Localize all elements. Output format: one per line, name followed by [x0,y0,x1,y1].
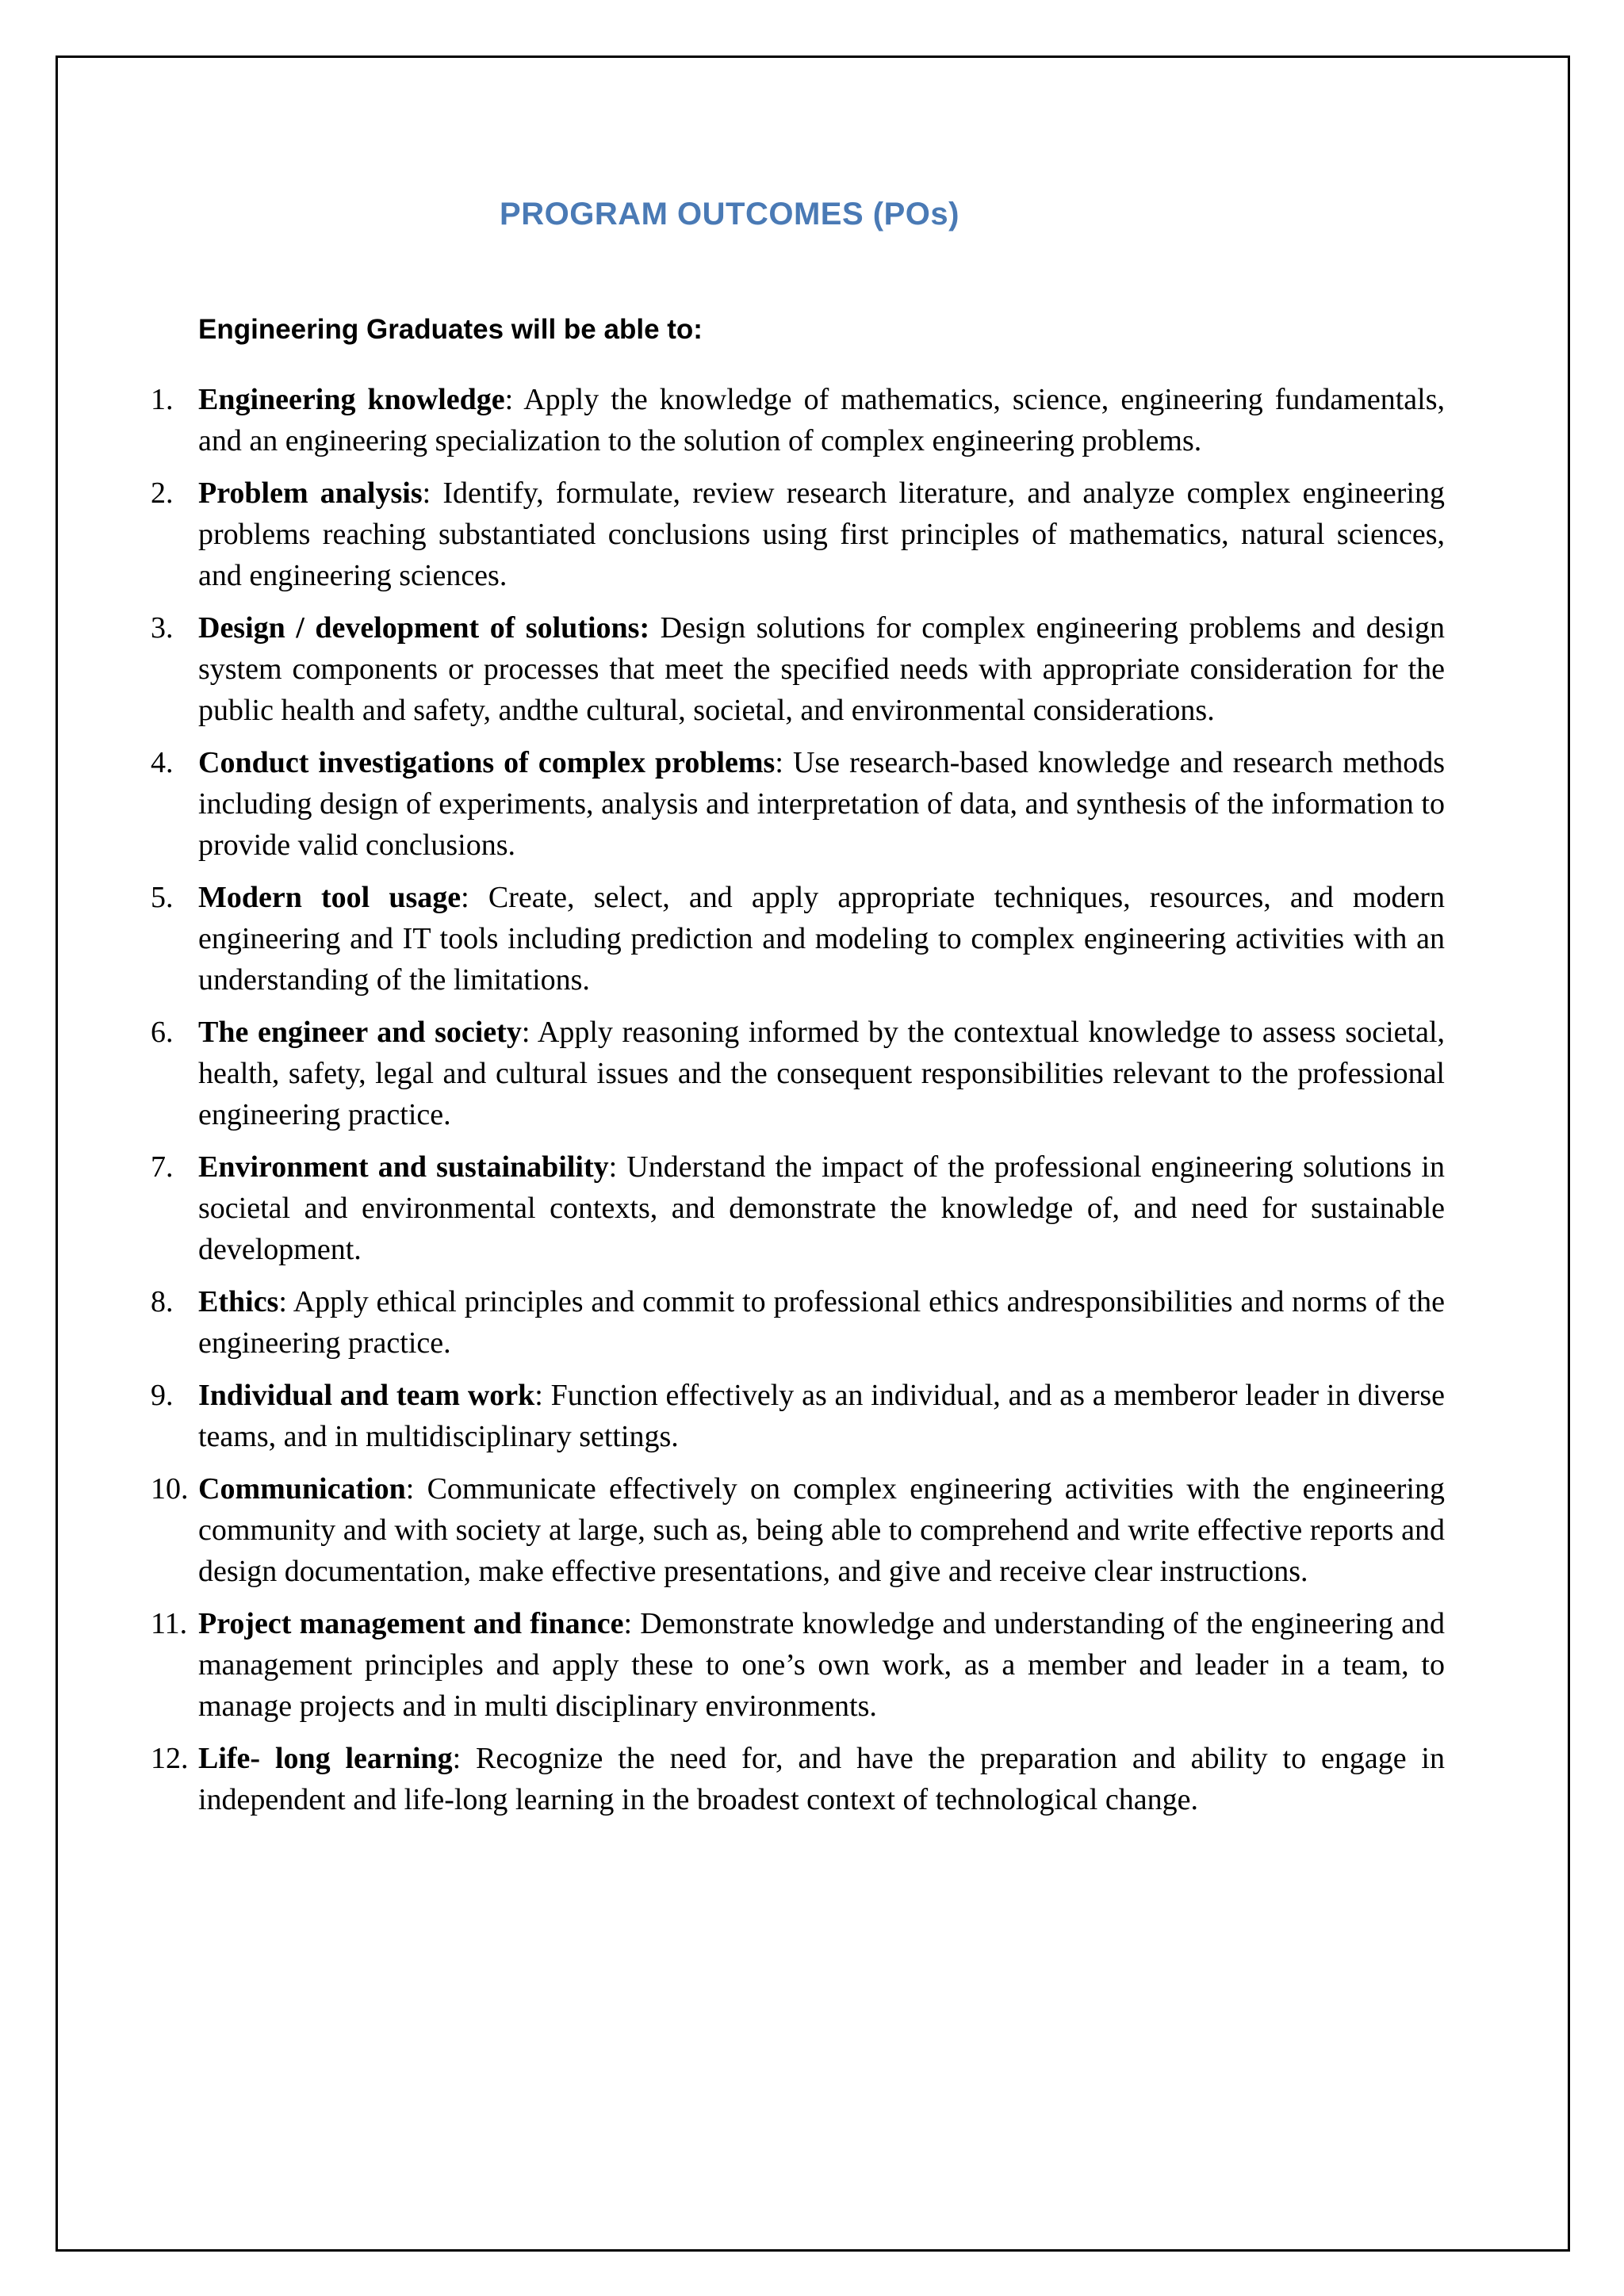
outcome-number: 12. [151,1742,189,1775]
outcome-term: Communication [198,1472,406,1506]
outcome-description: Apply reasoning informed by the contextual knowledge to assess societal, health, safety, legal and cultural issues and the consequent responsibilities relevant to the professional engineering practice. [198,1016,1445,1131]
outcome-term: Individual and team work [198,1379,535,1412]
outcomes-list [151,379,1445,1831]
outcome-item [151,473,1445,596]
outcome-description: Function effectively as an individual, and as a memberor leader in diverse teams, and in multidisciplinary settings. [198,1379,1445,1453]
outcome-term: Conduct investigations of complex problems [198,746,776,779]
outcome-term: Environment and sustainability [198,1150,609,1184]
outcome-term: Design / development of solutions: [198,611,650,645]
outcome-item [151,1738,1445,1820]
outcome-item [151,1603,1445,1727]
outcome-term: Engineering knowledge [198,383,505,416]
outcome-number: 2. [151,476,174,510]
outcome-number: 8. [151,1285,174,1318]
outcome-number: 3. [151,611,174,645]
outcome-term: The engineer and society [198,1016,522,1049]
outcome-description: Demonstrate knowledge and understanding of the engineering and management principles and apply these to one’s own work, as a member and leader in a team, to manage projects and in multi disciplinary environments. [198,1607,1446,1723]
outcome-description: Communicate effectively on complex engineering activities with the engineering community and with society at large, such as, being able to comprehend and write effective reports and design documentation, make effective presentations, and give and receive clear instructions. [198,1472,1445,1588]
outcome-item [151,1468,1445,1592]
outcome-item [151,1281,1445,1364]
outcome-description: Recognize the need for, and have the preparation and ability to engage in independent and life-long learning in the broadest context of technological change. [198,1742,1445,1816]
outcome-separator: : [452,1742,462,1775]
outcome-number: 1. [151,383,174,416]
outcome-term: Problem analysis [198,476,423,510]
outcome-separator: : [278,1285,287,1318]
outcome-separator: : [775,746,783,779]
outcome-description: Apply ethical principles and commit to professional ethics andresponsibilities and norms of the engineering practice. [198,1285,1445,1360]
outcome-term: Project management and finance [198,1607,624,1640]
outcome-description: Identify, formulate, review research literature, and analyze complex engineering problems reaching substantiated conclusions using first principles of mathematics, natural sciences, and engineering sciences. [198,476,1445,592]
outcome-separator: : [461,881,469,914]
outcome-description: Use research-based knowledge and research methods including design of experiments, analysis and interpretation of data, and synthesis of the information to provide valid conclusions. [198,746,1445,862]
outcome-description: Create, select, and apply appropriate techniques, resources, and modern engineering and IT tools including prediction and modeling to complex engineering activities with an understanding of the limitations. [198,881,1445,997]
outcome-item [151,607,1445,731]
outcome-item [151,1012,1445,1135]
outcome-item [151,742,1445,866]
outcome-separator: : [521,1016,530,1049]
outcome-number: 11. [151,1607,188,1640]
outcome-item [151,877,1445,1001]
outcome-separator: : [504,383,514,416]
outcome-item [151,1146,1445,1270]
page-title: PROGRAM OUTCOMES (POs) [500,197,959,232]
outcome-description: Design solutions for complex engineering problems and design system components or processes that meet the specified needs with appropriate consideration for the public health and safety, andthe cultural, societal, and environmental considerations. [198,611,1445,727]
outcome-term: Modern tool usage [198,881,462,914]
outcome-term: Life- long learning [198,1742,453,1775]
outcome-number: 7. [151,1150,174,1184]
outcome-description: Apply the knowledge of mathematics, science, engineering fundamentals, and an engineering specialization to the solution of complex engineering problems. [198,383,1445,457]
intro-heading: Engineering Graduates will be able to: [198,314,703,345]
outcome-item [151,379,1445,461]
outcome-separator: : [405,1472,415,1506]
outcome-separator: : [623,1607,633,1640]
outcome-separator: : [608,1150,618,1184]
outcome-separator: : [534,1379,543,1412]
outcome-number: 4. [151,746,174,779]
outcome-number: 10. [151,1472,189,1506]
outcome-description: Understand the impact of the professional engineering solutions in societal and environmental contexts, and demonstrate the knowledge of, and need for sustainable development. [198,1150,1445,1266]
outcome-number: 6. [151,1016,174,1049]
outcome-number: 9. [151,1379,174,1412]
outcome-separator: : [422,476,431,510]
outcome-number: 5. [151,881,174,914]
outcome-term: Ethics [198,1285,279,1318]
outcome-item [151,1375,1445,1457]
